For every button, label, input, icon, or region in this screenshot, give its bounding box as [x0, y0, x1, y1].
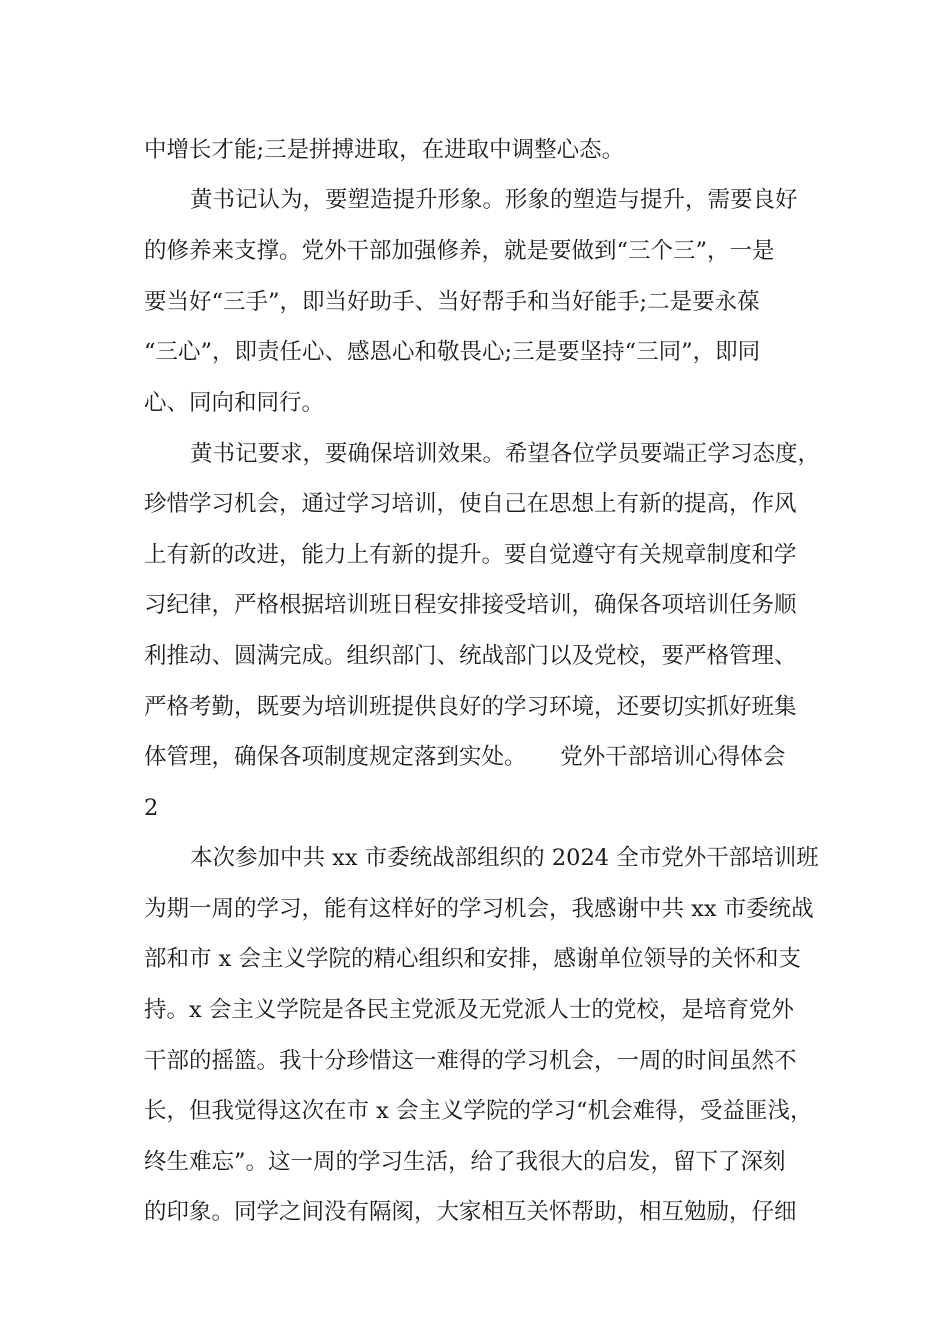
text-line: 本次参加中共 xx 市委统战部组织的 2024 全市党外干部培训班: [190, 845, 819, 871]
text-line: 长，但我觉得这次在市 x 会主义学院的学习“机会难得，受益匪浅，: [144, 1098, 813, 1124]
text-line: 要当好“三手”，即当好助手、当好帮手和当好能手;二是要永葆: [144, 289, 760, 315]
text-line: “三心”，即责任心、感恩心和敬畏心;三是要坚持“三同”，即同: [144, 339, 761, 365]
text-line: 黄书记认为，要塑造提升形象。形象的塑造与提升，需要良好: [190, 187, 798, 213]
text-line: 心、同向和同行。: [144, 390, 325, 416]
text-line: 部和市 x 会主义学院的精心组织和安排，感谢单位领导的关怀和支: [144, 946, 801, 972]
text-line: 体管理，确保各项制度规定落到实处。 党外干部培训心得体会: [144, 744, 786, 770]
text-line: 习纪律，严格根据培训班日程安排接受培训，确保各项培训任务顺: [144, 592, 797, 618]
text-line: 严格考勤，既要为培训班提供良好的学习环境，还要切实抓好班集: [144, 694, 797, 720]
text-line: 终生难忘”。这一周的学习生活，给了我很大的启发，留下了深刻: [144, 1149, 786, 1175]
text-line: 的修养来支撑。党外干部加强修养，就是要做到“三个三”，一是: [144, 238, 775, 264]
text-line: 为期一周的学习，能有这样好的学习机会，我感谢中共 xx 市委统战: [144, 896, 814, 922]
text-line: 中增长才能;三是拼搏进取，在进取中调整心态。: [144, 137, 625, 163]
text-line: 干部的摇篮。我十分珍惜这一难得的学习机会，一周的时间虽然不: [144, 1048, 797, 1074]
text-line: 2: [144, 795, 159, 821]
text-line: 上有新的改进，能力上有新的提升。要自觉遵守有关规章制度和学: [144, 542, 797, 568]
text-line: 的印象。同学之间没有隔阂，大家相互关怀帮助，相互勉励，仔细: [144, 1199, 797, 1225]
text-line: 黄书记要求，要确保培训效果。希望各位学员要端正学习态度，: [190, 441, 821, 467]
text-line: 利推动、圆满完成。组织部门、统战部门以及党校，要严格管理、: [144, 643, 797, 669]
text-line: 珍惜学习机会，通过学习培训，使自己在思想上有新的提高，作风: [144, 491, 797, 517]
text-line: 持。x 会主义学院是各民主党派及无党派人士的党校，是培育党外: [144, 997, 794, 1023]
